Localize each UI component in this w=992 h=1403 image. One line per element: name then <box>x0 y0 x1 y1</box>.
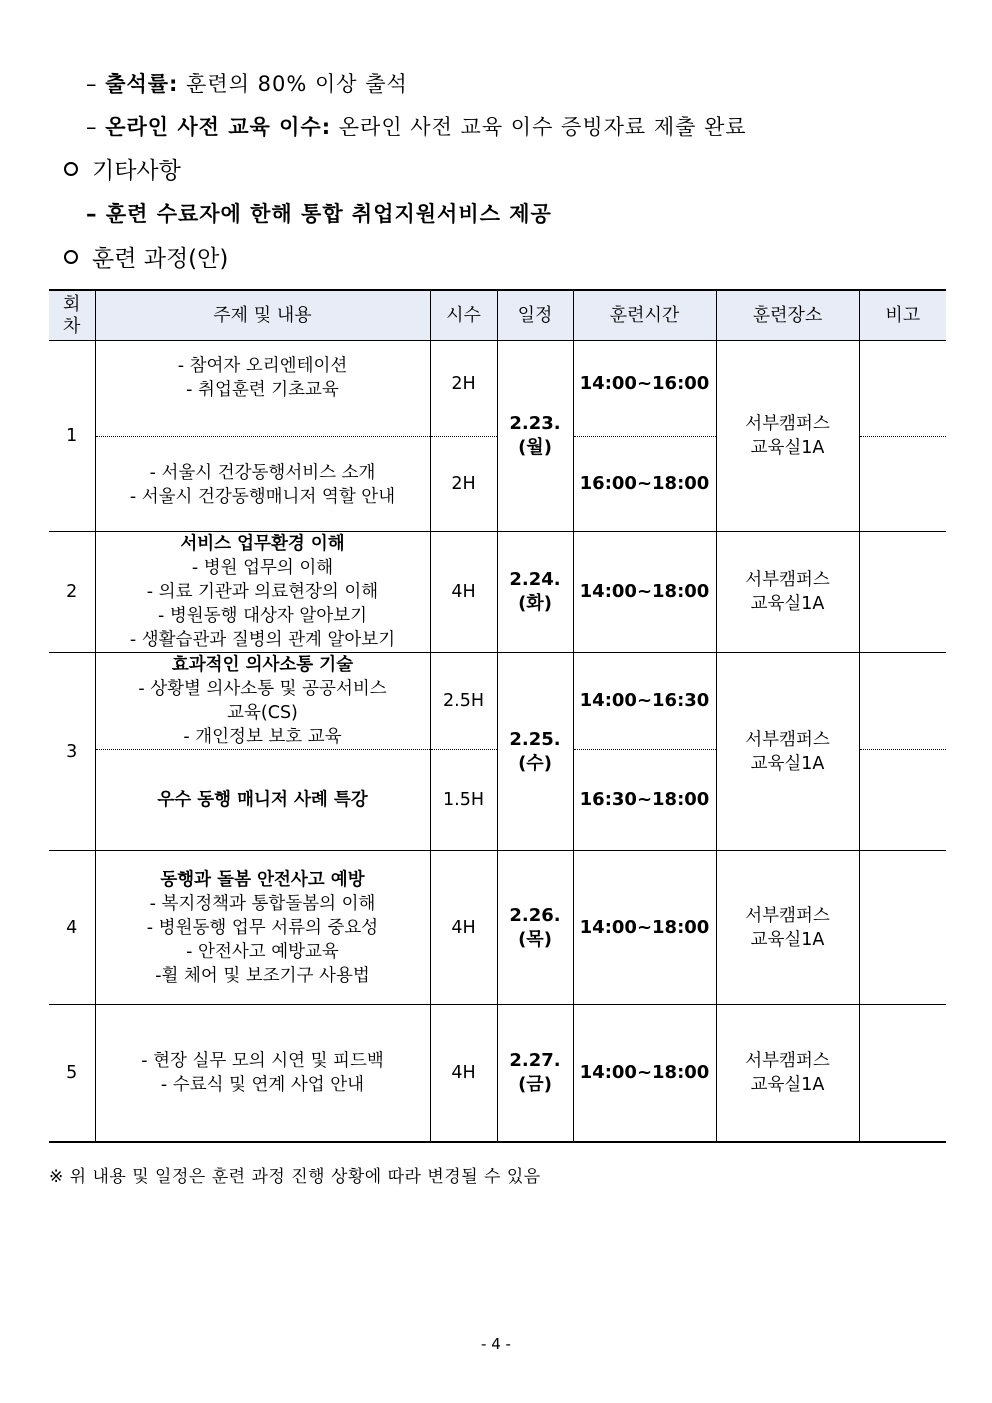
attendance-text: 훈련의 80% 이상 출석 <box>178 72 408 96</box>
topic-title: 우수 동행 매니저 사례 특강 <box>157 790 368 810</box>
section-other <box>64 152 181 185</box>
topic-item: - 개인정보 보호 교육 <box>183 727 342 747</box>
header-remarks: 비고 <box>859 290 946 341</box>
table-header-row <box>49 290 946 341</box>
schedule-note: ※ 위 내용 및 일정은 훈련 과정 진행 상황에 따라 변경될 수 있음 <box>49 1167 541 1187</box>
dash-marker: – <box>86 72 98 96</box>
date-cell: 2.27. (금) <box>497 1005 573 1142</box>
place-cell: 서부캠퍼스 교육실1A <box>716 1005 859 1142</box>
time-cell: 14:00~18:00 <box>573 532 716 653</box>
session-no: 1 <box>49 341 95 532</box>
employment-service-line <box>86 198 552 228</box>
topic-cell <box>95 532 430 653</box>
place-cell: 서부캠퍼스 교육실1A <box>716 851 859 1005</box>
header-session-no: 회 차 <box>49 290 95 341</box>
topic-title: 효과적인 의사소통 기술 <box>171 655 354 675</box>
remarks-cell <box>859 653 946 750</box>
time-cell: 14:00~16:30 <box>573 653 716 750</box>
hours-cell: 2H <box>430 437 497 532</box>
date-cell: 2.24. (화) <box>497 532 573 653</box>
page-number: - 4 - <box>481 1335 511 1353</box>
hours-cell: 1.5H <box>430 750 497 851</box>
topic-cell <box>95 341 430 437</box>
time-cell: 14:00~18:00 <box>573 1005 716 1142</box>
topic-cell <box>95 851 430 1005</box>
topic-item: - 의료 기관과 의료현장의 이해 <box>146 582 379 602</box>
topic-item: - 안전사고 예방교육 <box>186 941 339 962</box>
header-topic: 주제 및 내용 <box>95 290 430 341</box>
time-cell: 16:30~18:00 <box>573 750 716 851</box>
topic-cell <box>95 437 430 532</box>
training-schedule-table <box>49 289 946 1143</box>
hours-cell: 2H <box>430 341 497 437</box>
remarks-cell <box>859 1005 946 1142</box>
remarks-cell <box>859 437 946 532</box>
topic-title: 동행과 돌봄 안전사고 예방 <box>160 869 365 890</box>
topic-item: - 병원동행 업무 서류의 중요성 <box>146 917 379 938</box>
attendance-label: 출석률: <box>105 72 179 96</box>
section-other-title: 기타사항 <box>92 158 181 184</box>
topic-cell <box>95 750 430 851</box>
table-row <box>49 532 946 653</box>
header-hours: 시수 <box>430 290 497 341</box>
dash-marker: – <box>86 115 98 139</box>
session-no: 2 <box>49 532 95 653</box>
topic-item: - 수료식 및 연계 사업 안내 <box>160 1074 365 1095</box>
online-course-line <box>86 111 747 141</box>
hours-cell: 2.5H <box>430 653 497 750</box>
place-cell: 서부캠퍼스 교육실1A <box>716 532 859 653</box>
session-no: 5 <box>49 1005 95 1142</box>
topic-cell <box>95 653 430 750</box>
online-course-text: 온라인 사전 교육 이수 증빙자료 제출 완료 <box>331 115 747 139</box>
remarks-cell <box>859 341 946 437</box>
section-course-title: 훈련 과정(안) <box>92 246 229 272</box>
time-cell: 14:00~18:00 <box>573 851 716 1005</box>
session-no: 3 <box>49 653 95 851</box>
header-time: 훈련시간 <box>573 290 716 341</box>
topic-item: - 참여자 오리엔테이션 <box>177 355 348 376</box>
employment-service-text: 훈련 수료자에 한해 통합 취업지원서비스 제공 <box>105 202 552 226</box>
place-cell: 서부캠퍼스 교육실1A <box>716 341 859 532</box>
attendance-line <box>86 68 408 98</box>
circle-bullet-icon <box>64 250 78 264</box>
topic-item: - 상황별 의사소통 및 공공서비스 <box>138 679 387 699</box>
table-row <box>49 851 946 1005</box>
time-cell: 14:00~16:00 <box>573 341 716 437</box>
dash-marker: – <box>86 202 98 226</box>
header-date: 일정 <box>497 290 573 341</box>
circle-bullet-icon <box>64 162 78 176</box>
time-cell: 16:00~18:00 <box>573 437 716 532</box>
remarks-cell <box>859 851 946 1005</box>
table-row <box>49 341 946 437</box>
date-cell: 2.26. (목) <box>497 851 573 1005</box>
topic-item: - 병원 업무의 이해 <box>191 558 334 578</box>
date-cell: 2.25. (수) <box>497 653 573 851</box>
place-cell: 서부캠퍼스 교육실1A <box>716 653 859 851</box>
hours-cell: 4H <box>430 532 497 653</box>
remarks-cell <box>859 750 946 851</box>
topic-cell <box>95 1005 430 1142</box>
topic-title: 서비스 업무환경 이해 <box>180 534 345 554</box>
topic-item: - 병원동행 대상자 알아보기 <box>158 606 367 626</box>
table-row <box>49 653 946 750</box>
hours-cell: 4H <box>430 851 497 1005</box>
topic-item: - 취업훈련 기초교육 <box>186 379 339 400</box>
header-place: 훈련장소 <box>716 290 859 341</box>
session-no: 4 <box>49 851 95 1005</box>
topic-item: - 현장 실무 모의 시연 및 피드백 <box>141 1050 384 1071</box>
topic-item: - 서울시 건강동행매니저 역할 안내 <box>129 487 396 507</box>
topic-item: - 생활습관과 질병의 관계 알아보기 <box>129 630 396 650</box>
remarks-cell <box>859 532 946 653</box>
topic-item: - 서울시 건강동행서비스 소개 <box>149 463 376 483</box>
topic-item: - 복지정책과 통합돌봄의 이해 <box>149 893 376 914</box>
section-course <box>64 240 228 273</box>
topic-item: 교육(CS) <box>227 703 298 723</box>
hours-cell: 4H <box>430 1005 497 1142</box>
topic-item: -휠 체어 및 보조기구 사용법 <box>155 965 370 986</box>
online-course-label: 온라인 사전 교육 이수: <box>105 115 332 139</box>
table-row <box>49 1005 946 1142</box>
date-cell: 2.23. (월) <box>497 341 573 532</box>
